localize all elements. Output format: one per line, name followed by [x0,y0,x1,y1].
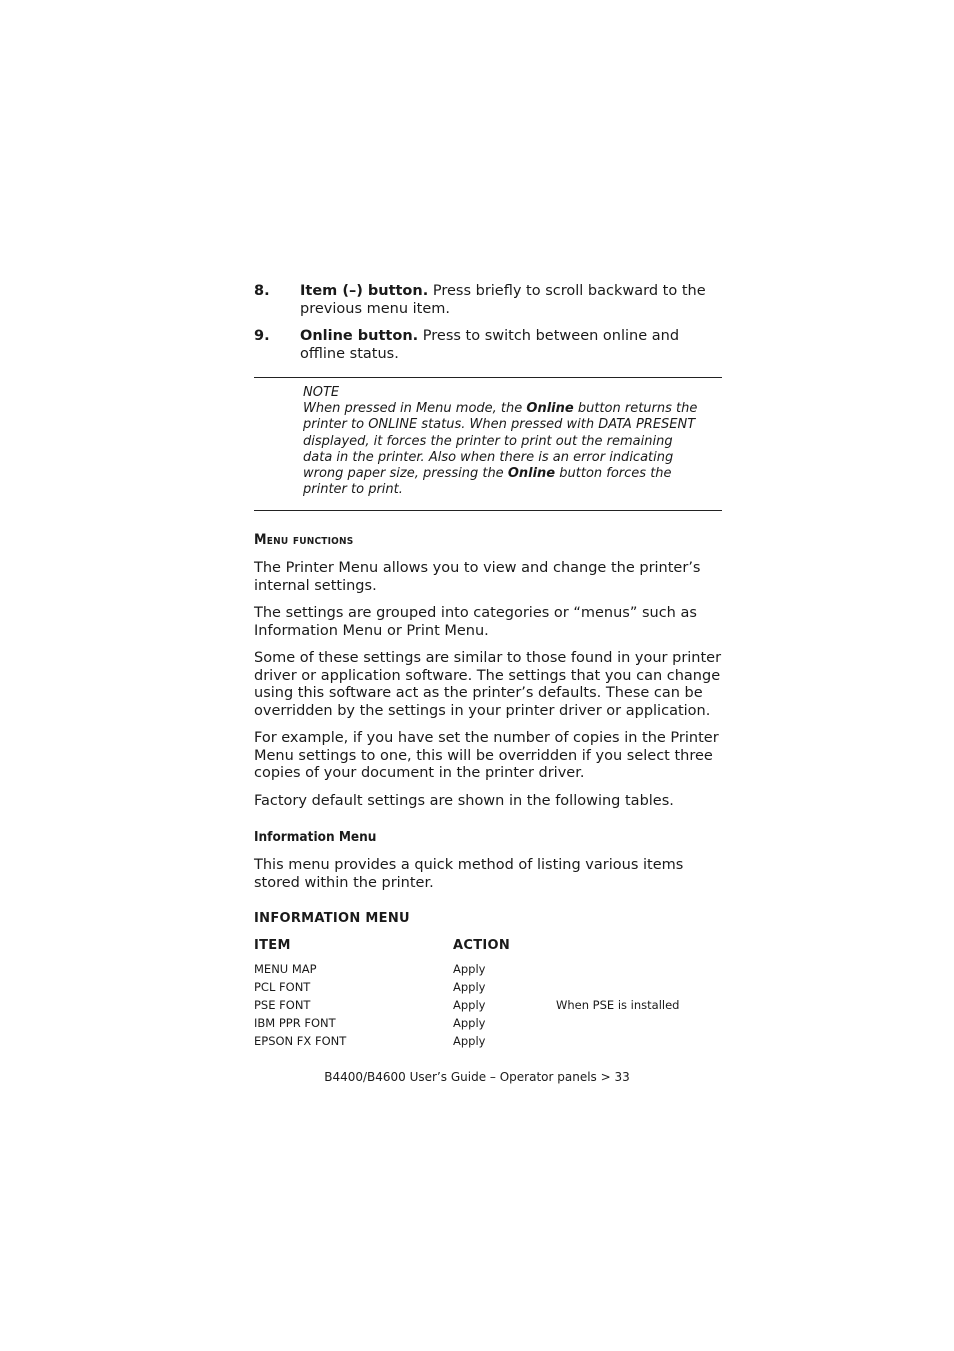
note-online-keyword: Online [526,401,574,417]
paragraph: For example, if you have set the number of copies in the Printer Menu settings to one, this will be overridden if you select three copies of your document in the printer driver. [254,730,719,782]
table-cell-note [556,1015,722,1033]
table-header-row [254,938,722,958]
note-text-part: button forces the printer to print. [303,466,672,498]
table-cell-action: Apply [453,998,486,1013]
table-cell-action: Apply [453,980,486,995]
table-cell-note: When PSE is installed [556,998,680,1013]
table-cell-item: IBM PPR FONT [254,1015,336,1030]
paragraph: Factory default settings are shown in the following tables. [254,792,674,809]
note-text [303,401,722,498]
list-item-9 [254,328,722,363]
note-box [254,377,722,511]
table-row [254,1033,722,1051]
list-item-8 [254,283,722,318]
item-number: 8. [254,283,270,299]
table-cell-note [556,961,722,979]
item-bold-label: Item (–) button. [300,283,429,299]
table-row [254,1015,722,1033]
note-text-part: When pressed in Menu mode, the [303,401,527,417]
table-cell-action: Apply [453,1015,486,1030]
note-label: NOTE [303,385,340,400]
table-cell-item: PCL FONT [254,980,311,995]
table-cell-action: Apply [453,1033,486,1048]
table-body [254,961,722,1050]
item-description: Press briefly to scroll backward to the previous menu item. [300,283,706,317]
table-cell-item: PSE FONT [254,998,311,1013]
table-row [254,979,722,997]
item-description: Press to switch between online and offline status. [300,328,680,362]
paragraph: This menu provides a quick method of listing various items stored within the printer. [254,857,684,891]
item-bold-label: Online button. [300,328,419,344]
paragraph: The settings are grouped into categories or “menus” such as Information Menu or Print Menu. [254,605,697,639]
table-cell-note [556,979,722,997]
page-footer: B4400/B4600 User’s Guide – Operator panels > 33 [324,1070,630,1084]
paragraph: The Printer Menu allows you to view and change the printer’s internal settings. [254,560,701,594]
table-cell-note [556,1033,722,1051]
item-text [300,283,722,318]
table-header-action: ACTION [453,938,511,954]
table-cell-item: MENU MAP [254,962,317,977]
table-cell-action: Apply [453,962,486,977]
subheading: Information Menu [254,829,377,846]
section-heading: Menu functions [254,532,354,549]
item-text [300,328,722,363]
item-number: 9. [254,328,270,344]
table-row [254,997,722,1015]
table-row [254,961,722,979]
table-cell-item: EPSON FX FONT [254,1033,347,1048]
note-online-keyword: Online [507,466,556,482]
page-content [254,283,722,1050]
paragraph: Some of these settings are similar to those found in your printer driver or application software. The settings that you can change using this software act as the printer’s defaults. These can be overridden by the settings in your printer driver or application. [254,650,722,719]
table-title: INFORMATION MENU [254,911,410,927]
note-text-part: button returns the printer to ONLINE status. When pressed with DATA PRESENT displayed, it forces the printer to print out the remaining data in the printer. Also when there is an error indicating wrong paper size, pressing the [303,401,698,482]
table-header-item: ITEM [254,938,291,954]
